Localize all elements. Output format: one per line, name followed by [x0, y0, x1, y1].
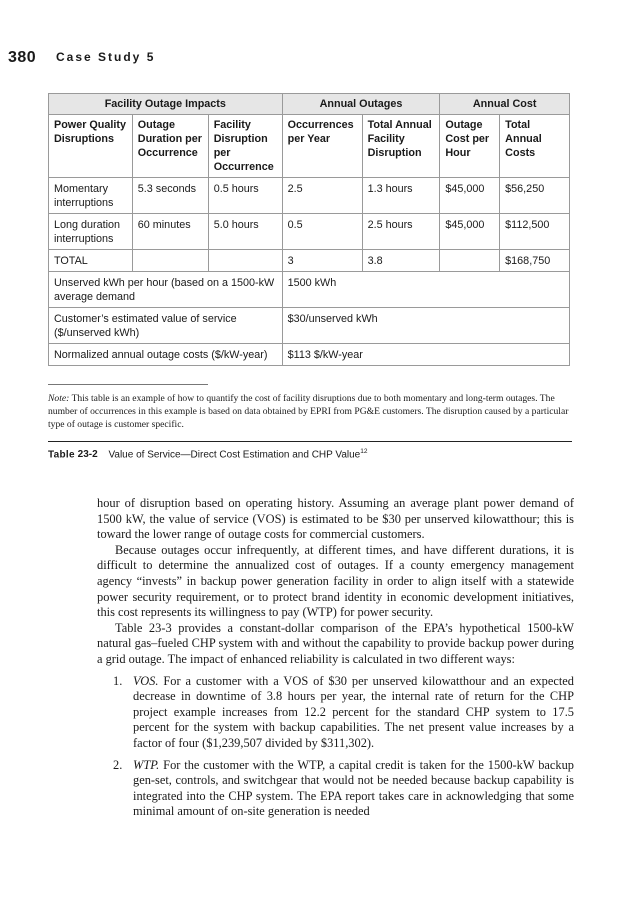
group-header-annual-outages: Annual Outages [282, 94, 440, 115]
table-summary-row [49, 308, 570, 344]
column-header: Outage Duration per Occurrence [132, 115, 208, 178]
summary-value: $113 $/kW-year [282, 344, 569, 366]
table-cell: $168,750 [500, 250, 570, 272]
table-cell: 1.3 hours [362, 178, 440, 214]
table-cell [208, 250, 282, 272]
note-text: This table is an example of how to quantify the cost of facility disruptions due to both momentary and long-term outages. The number of occurrences in this example is based on data obtained by EPRI from PG&E customers. The disruption caused by a particular type of outage is customer specific. [48, 393, 569, 430]
table-summary-row [49, 272, 570, 308]
table-cell: 3 [282, 250, 362, 272]
paragraph: hour of disruption based on operating history. Assuming an average plant power demand of 1500 kW, the value of service (VOS) is estimated to be $30 per unserved kilowatthour; this is toward the lower range of outage costs for commercial customers. [97, 496, 574, 542]
summary-label: Customer’s estimated value of service ($/unserved kWh) [49, 308, 283, 344]
table-cell: TOTAL [49, 250, 133, 272]
table-cell: $45,000 [440, 178, 500, 214]
list-term: VOS. [133, 673, 159, 688]
table-note [48, 392, 572, 431]
table-summary-row [49, 344, 570, 366]
note-divider [48, 384, 208, 385]
table-cell: $112,500 [500, 214, 570, 250]
value-of-service-table [48, 93, 570, 366]
table-cell: 0.5 [282, 214, 362, 250]
caption-divider [48, 441, 572, 442]
table-cell: 2.5 hours [362, 214, 440, 250]
list-item [97, 758, 574, 820]
paragraph: Table 23-3 provides a constant-dollar comparison of the EPA’s hypothetical 1500-kW natural gas–fueled CHP system with and without the capability to provide backup power during a grid outage. The impact of enhanced reliability is calculated in two different ways: [97, 620, 574, 666]
numbered-list [97, 674, 574, 820]
caption-number: 23-2 [77, 449, 98, 461]
column-header: Facility Disruption per Occurrence [208, 115, 282, 178]
table-cell [132, 250, 208, 272]
running-title: Case Study 5 [56, 50, 156, 64]
page-number: 380 [8, 49, 37, 66]
list-text: For the customer with the WTP, a capital credit is taken for the 1500-kW backup gen-set, controls, and switchgear that would not be needed because backup capability is integrated into the CHP system. The EPA report takes care in acknowledging that some minimal amount of on-site generation is needed [133, 757, 574, 819]
list-term: WTP. [133, 757, 160, 772]
table-group-header-row [49, 94, 570, 115]
group-header-facility-outage-impacts: Facility Outage Impacts [49, 94, 283, 115]
table-cell: 60 minutes [132, 214, 208, 250]
table-row [49, 178, 570, 214]
summary-label: Normalized annual outage costs ($/kW-year) [49, 344, 283, 366]
list-item [97, 674, 574, 752]
table-cell: 5.3 seconds [132, 178, 208, 214]
paragraph: Because outages occur infrequently, at different times, and have different durations, it is difficult to determine the annualized cost of outages. If a county emergency management agency “invests” in backup power generation facility in order to align itself with a statewide power security requirement, or to protect brand identity in economic development initiatives, this cost represents its willingness to pay (WTP) for power security. [97, 542, 574, 620]
list-text: For a customer with a VOS of $30 per unserved kilowatthour and an expected decrease in downtime of 3.8 hours per year, the internal rate of return for the CHP project example increases from 12.2 percent for the standard CHP system to 17.5 percent for the system with backup capabilities. The net present value increases by a factor of four ($1,239,507 divided by $311,302). [133, 673, 574, 750]
column-header: Total Annual Costs [500, 115, 570, 178]
group-header-annual-cost: Annual Cost [440, 94, 570, 115]
column-header: Power Quality Disruptions [49, 115, 133, 178]
summary-value: 1500 kWh [282, 272, 569, 308]
summary-value: $30/unserved kWh [282, 308, 569, 344]
table-cell [440, 250, 500, 272]
table-cell: $56,250 [500, 178, 570, 214]
caption-label: Table [48, 449, 75, 461]
table-cell: Momentary interruptions [49, 178, 133, 214]
list-number: 2. [113, 757, 123, 772]
table-row-total [49, 250, 570, 272]
table-cell: 5.0 hours [208, 214, 282, 250]
table-caption [48, 445, 572, 462]
body-text [97, 496, 574, 826]
note-label: Note: [48, 393, 70, 404]
list-number: 1. [113, 673, 123, 688]
column-header: Outage Cost per Hour [440, 115, 500, 178]
caption-text: Value of Service—Direct Cost Estimation and CHP Value [108, 449, 361, 461]
column-header: Total Annual Facility Disruption [362, 115, 440, 178]
table-row [49, 214, 570, 250]
caption-footnote: 12 [360, 448, 368, 455]
column-header: Occurrences per Year [282, 115, 362, 178]
table-column-header-row [49, 115, 570, 178]
table-cell: 0.5 hours [208, 178, 282, 214]
table-cell: 2.5 [282, 178, 362, 214]
table-cell: 3.8 [362, 250, 440, 272]
table-cell: Long duration interruptions [49, 214, 133, 250]
summary-label: Unserved kWh per hour (based on a 1500-kW average demand [49, 272, 283, 308]
table-cell: $45,000 [440, 214, 500, 250]
